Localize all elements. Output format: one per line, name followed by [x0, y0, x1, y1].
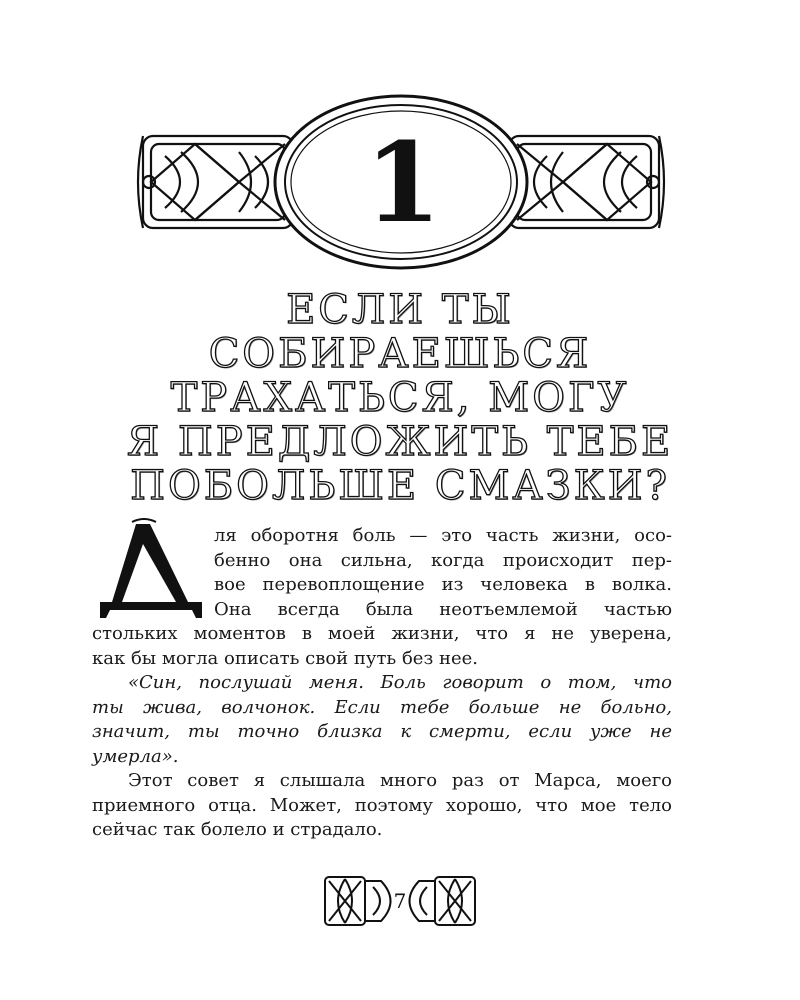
- chapter-title: [80, 288, 720, 508]
- page-number: 7: [393, 889, 407, 913]
- dropcap-letter-icon: [92, 518, 210, 622]
- body-text: [92, 524, 672, 843]
- text-line: [92, 745, 672, 770]
- paragraph-3: [92, 769, 672, 843]
- text-line: [92, 696, 672, 721]
- text-line: вое перевоплощение из человека в волка.: [214, 574, 672, 595]
- italic-text: ты жива, волчонок. Если тебе больше не больно,: [92, 696, 672, 718]
- text-line: [92, 671, 672, 696]
- page-number-block: [323, 873, 477, 929]
- italic-text: умерла».: [92, 745, 179, 767]
- chapter-title-line: СОБИРАЕШЬСЯ: [208, 331, 592, 377]
- dropcap-letter: Д: [150, 588, 152, 589]
- text-line: [92, 720, 672, 745]
- chapter-title-line: ТРАХАТЬСЯ, МОГУ: [170, 375, 630, 421]
- chapter-title-line: ПОБОЛЬШЕ СМАЗКИ?: [130, 463, 670, 509]
- text-line: Этот совет я слышала много раз от Марса, моего: [128, 770, 672, 791]
- text-line: Она всегда была неотъемлемой частью: [214, 598, 672, 620]
- text-line: приемного отца. Может, поэтому хорошо, что мое тело: [92, 794, 672, 816]
- italic-text: «Син, послушай меня. Боль говорит о том, что: [128, 672, 672, 693]
- chapter-title-line: Я ПРЕДЛОЖИТЬ ТЕБЕ: [126, 419, 674, 465]
- italic-text: значит, ты точно близка к смерти, если уже не: [92, 721, 672, 742]
- text-line: бенно она сильна, когда происходит пер-: [214, 549, 672, 571]
- chapter-title-line: ЕСЛИ ТЫ: [286, 287, 514, 333]
- text-line: как бы могла описать свой путь без нее.: [92, 647, 479, 669]
- chapter-emblem: [135, 92, 667, 272]
- opening-paragraph-block: [92, 524, 672, 671]
- chapter-number: 1: [364, 117, 438, 247]
- dropcap: [92, 518, 210, 622]
- paragraph-2: [92, 671, 672, 769]
- text-line: стольких моментов в моей жизни, что я не уверена,: [92, 623, 672, 644]
- text-line: ля оборотня боль — это часть жизни, осо-: [214, 525, 672, 546]
- text-line: сейчас так болело и страдало.: [92, 819, 383, 840]
